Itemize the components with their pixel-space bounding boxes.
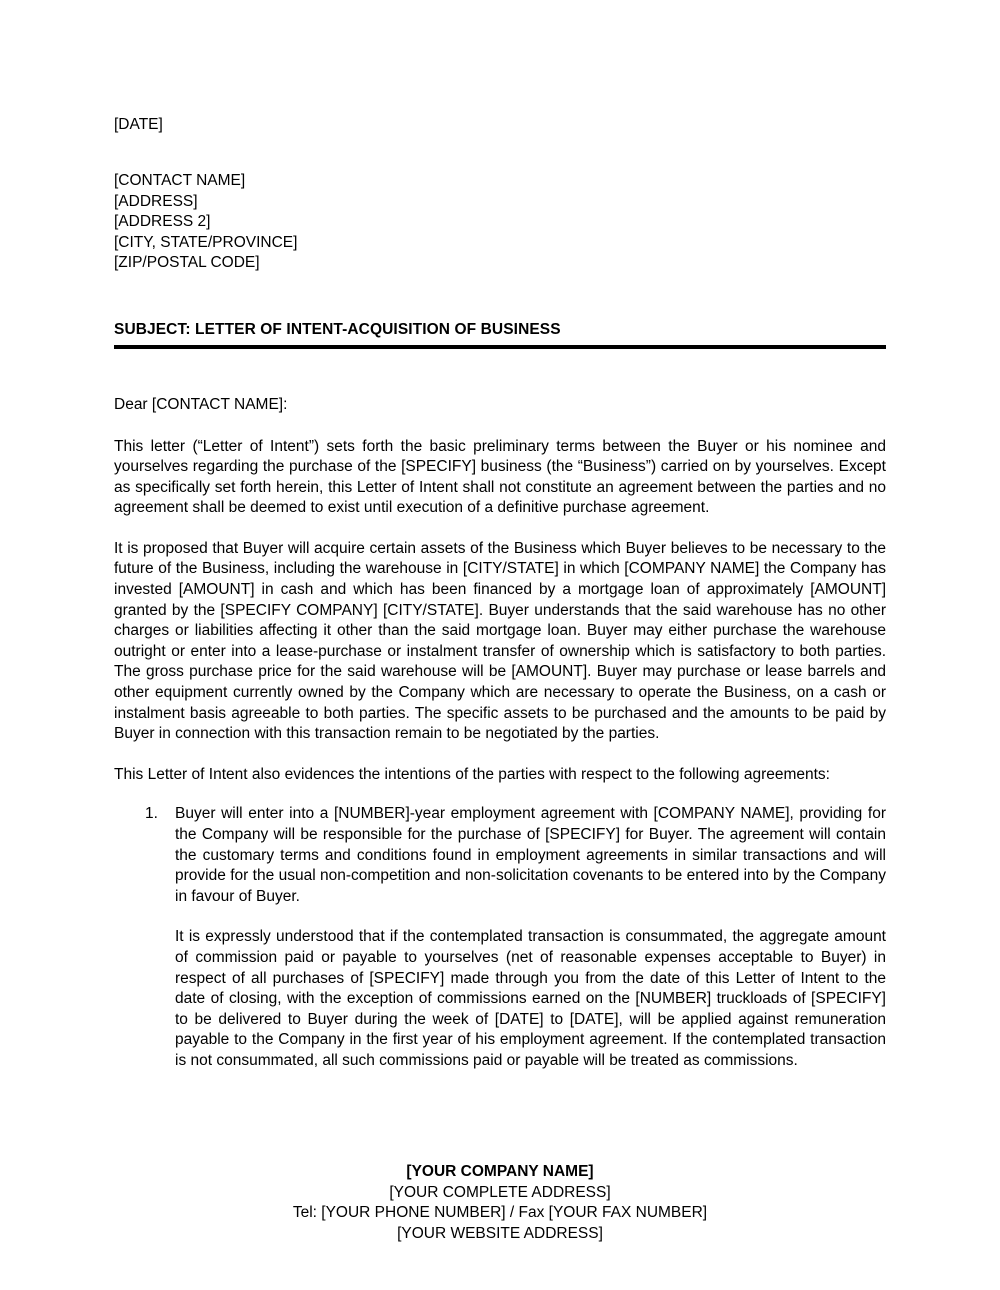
list-item-paragraph: Buyer will enter into a [NUMBER]-year employment agreement with [COMPANY NAME], providing for the Company will be responsible for the purchase of [SPECIFY] for Buyer. The agreement will contain the customary terms and conditions found in employment agreements in similar transactions and will provide for the usual non-competition and non-solicitation covenants to be entered into by the Company in favour of Buyer. xyxy=(175,805,886,905)
agreements-list xyxy=(114,804,886,1071)
recipient-line: [ADDRESS] xyxy=(114,192,198,210)
date-field: [DATE] xyxy=(114,116,163,133)
page-footer xyxy=(0,1162,1000,1244)
list-item xyxy=(114,804,886,1071)
body-paragraph: This letter (“Letter of Intent”) sets forth the basic preliminary terms between the Buyer or his nominee and yourselves regarding the purchase of the [SPECIFY] business (the “Business”) carried on by yourselves. Except as specifically set forth herein, this Letter of Intent shall not constitute an agreement between the parties and no agreement shall be deemed to exist until execution of a definitive purchase agreement. xyxy=(114,437,886,517)
subject-section xyxy=(114,320,886,349)
subject-heading: SUBJECT: LETTER OF INTENT-ACQUISITION OF BUSINESS xyxy=(114,321,561,338)
footer-address: [YOUR COMPLETE ADDRESS] xyxy=(389,1183,611,1201)
footer-company-name: [YOUR COMPANY NAME] xyxy=(406,1163,594,1180)
body-paragraph: This Letter of Intent also evidences the intentions of the parties with respect to the following agreements: xyxy=(114,765,830,783)
recipient-line: [CONTACT NAME] xyxy=(114,172,246,189)
footer-phone-fax: Tel: [YOUR PHONE NUMBER] / Fax [YOUR FAX NUMBER] xyxy=(292,1204,708,1221)
letter-body xyxy=(114,395,886,1072)
recipient-line: [CITY, STATE/PROVINCE] xyxy=(114,233,298,251)
recipient-address-block xyxy=(114,171,297,274)
footer-website: [YOUR WEBSITE ADDRESS] xyxy=(397,1224,603,1242)
recipient-line: [ADDRESS 2] xyxy=(114,213,211,230)
body-paragraph: It is proposed that Buyer will acquire certain assets of the Business which Buyer believes to be necessary to the future of the Business, including the warehouse in [CITY/STATE] in which [COMPANY NAME] the Company has invested [AMOUNT] in cash and which has been financed by a mortgage loan of approximately [AMOUNT] granted by the [SPECIFY COMPANY] [CITY/STATE]. Buyer understands that the said warehouse has no other charges or liabilities affecting it other than the said mortgage loan. Buyer may either purchase the warehouse outright or enter into a lease-purchase or instalment transfer of ownership which is satisfactory to both parties. The gross purchase price for the said warehouse will be [AMOUNT]. Buyer may purchase or lease barrels and other equipment currently owned by the Company which are necessary to operate the Business, on a cash or instalment basis agreeable to both parties. The specific assets to be purchased and the amounts to be paid by Buyer in connection with this transaction remain to be negotiated by the parties. xyxy=(114,539,886,743)
subject-divider-rule xyxy=(114,345,886,349)
recipient-line: [ZIP/POSTAL CODE] xyxy=(114,254,260,271)
list-item-marker: 1. xyxy=(145,805,158,823)
list-item-body xyxy=(175,804,886,1071)
list-item-paragraph: It is expressly understood that if the contemplated transaction is consummated, the aggregate amount of commission paid or payable to yourselves (net of reasonable expenses acceptable to Buyer) in respect of all purchases of [SPECIFY] made through you from the date of this Letter of Intent to the date of closing, with the exception of commissions earned on the [NUMBER] truckloads of [SPECIFY] to be delivered to Buyer during the week of [DATE] to [DATE], will be applied against remuneration payable to the Company in the first year of his employment agreement. If the contemplated transaction is not consummated, all such commissions paid or payable will be treated as commissions. xyxy=(175,928,886,1069)
salutation: Dear [CONTACT NAME]: xyxy=(114,396,288,413)
